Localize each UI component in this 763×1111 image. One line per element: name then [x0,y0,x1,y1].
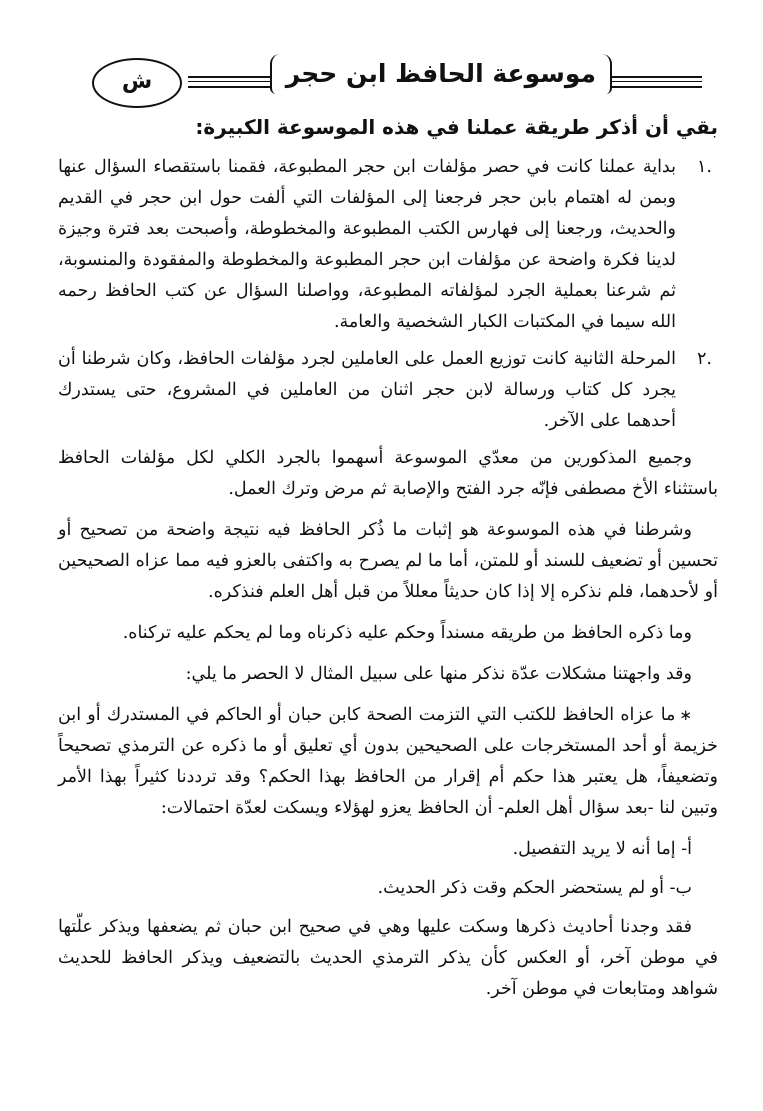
star-bullet-icon: ∗ [679,706,692,724]
page-number: ش [92,58,182,108]
bullet-paragraph [58,700,718,824]
page-body [58,112,718,1015]
header-title: موسوعة الحافظ ابن حجر [270,54,612,94]
paragraph: فقد وجدنا أحاديث ذكرها وسكت عليها وهي في صحيح ابن حبان ثم يضعفها ويذكر علّتها في موطن آخر، أو العكس كأن يذكر الترمذي الحديث بالتضعيف ويذكر الحافظ للحديث شواهد ومتابعات في موطن آخر. [58,917,718,999]
bullet-text: ما عزاه الحافظ للكتب التي التزمت الصحة كابن حبان أو الحاكم في المستدرك أو ابن خزيمة أو أحد المستخرجات على الصحيحين بدون أي تعليق أو ما ذكره عن الترمذي تصحيحاً وتضعيفاً، هل يعتبر هذا حكم أم إقرار من الحافظ بهذا الحكم؟ وقد ترددنا كثيراً بهذا الأمر وتبين لنا -بعد سؤال أهل العلم- أن الحافظ يعزو لهؤلاء ويسكت لعدّة احتمالات: [58,705,718,818]
paragraph: وجميع المذكورين من معدّي الموسوعة أسهموا بالجرد الكلي لكل مؤلفات الحافظ باستثناء الأخ مصطفى فإنّه جرد الفتح والإصابة ثم مرض وترك العمل. [58,448,718,499]
item-text: المرحلة الثانية كانت توزيع العمل على العاملين لجرد مؤلفات الحافظ، وكان شرطنا أن يجرد كل كتاب ورسالة لابن حجر اثنان من العاملين في المشروع، حتى يستدرك أحدهما على الآخر. [58,349,676,431]
paragraph: وشرطنا في هذه الموسوعة هو إثبات ما ذُكر الحافظ فيه نتيجة واضحة من تصحيح أو تحسين أو تضعيف للسند أو للمتن، أما ما لم يصرح به واكتفى بالعزو فيه مما عزاه الصحيحين أو لأحدهما، فلم نذكره إلا إذا كان حديثاً معللاً من قبل أهل العلم فنذكره. [58,520,718,602]
item-number: .٢ [697,349,712,369]
paragraph: وما ذكره الحافظ من طريقه مسنداً وحكم عليه ذكرناه وما لم يحكم عليه تركناه. [122,623,692,643]
sub-item-b: ب- أو لم يستحضر الحكم وقت ذكر الحديث. [377,878,692,898]
sub-item-a: أ- إما أنه لا يريد التفصيل. [512,839,692,859]
running-header [78,48,702,100]
paragraph: وقد واجهتنا مشكلات عدّة نذكر منها على سبيل المثال لا الحصر ما يلي: [185,664,692,684]
section-heading: بقي أن أذكر طريقة عملنا في هذه الموسوعة الكبيرة: [195,115,718,139]
item-number: .١ [697,157,712,177]
numbered-item [58,344,718,437]
item-text: بداية عملنا كانت في حصر مؤلفات ابن حجر المطبوعة، فقمنا باستقصاء السؤال عنها وبمن له اهتمام بابن حجر فرجعنا إلى المؤلفات التي ألفت حول ابن حجر في القديم والحديث، ورجعنا إلى فهارس الكتب المطبوعة والمخطوطة، وأصبحت بعد فترة وجيزة لدينا فكرة واضحة عن مؤلفات ابن حجر المطبوعة والمخطوطة والمفقودة والمنسوبة، ثم شرعنا بعملية الجرد لمؤلفاته المطبوعة، وواصلنا السؤال عن كتب الحافظ رحمه الله سيما في المكتبات الكبار الشخصية والعامة. [58,157,676,332]
numbered-item [58,152,718,338]
